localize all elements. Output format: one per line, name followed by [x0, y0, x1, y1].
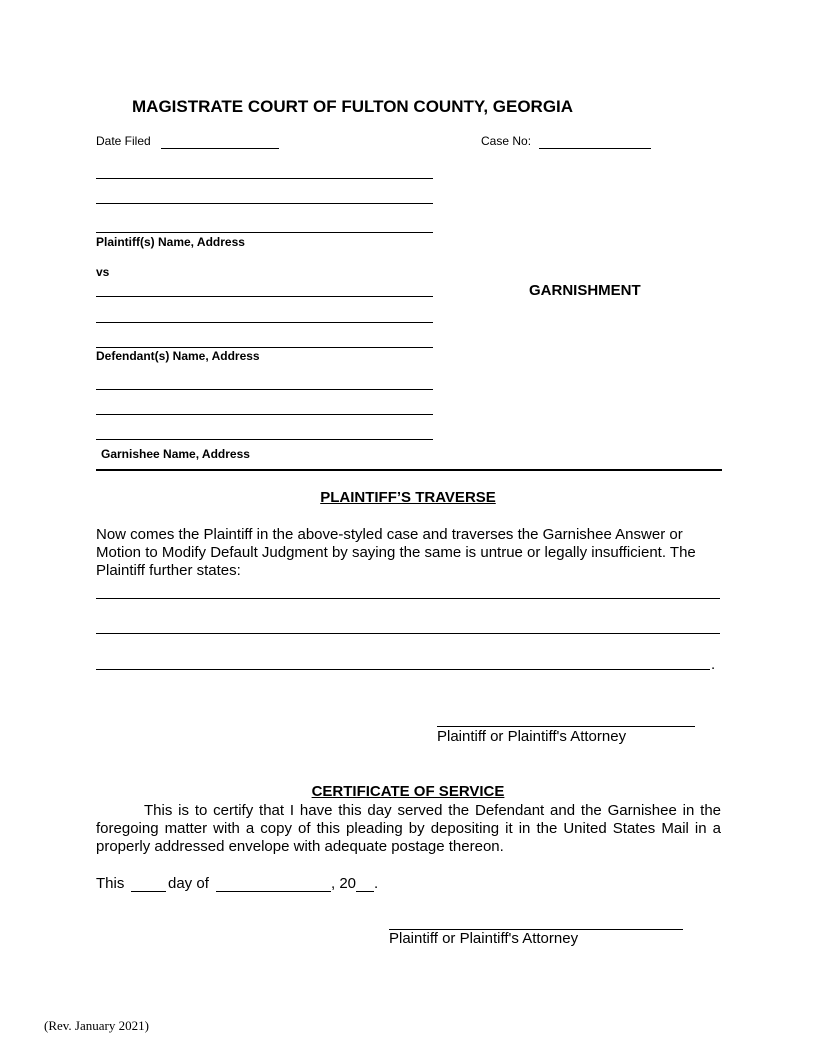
defendant-line-3[interactable] [96, 347, 433, 348]
date-line-end: . [374, 875, 379, 892]
garnishee-line-1[interactable] [96, 389, 433, 390]
defendant-line-1[interactable] [96, 296, 433, 297]
plaintiff-label: Plaintiff(s) Name, Address [96, 235, 245, 249]
traverse-statement-line-2[interactable] [96, 633, 720, 634]
caption-divider [96, 469, 722, 471]
traverse-statement-line-3[interactable] [96, 669, 710, 670]
garnishee-line-3[interactable] [96, 439, 433, 440]
date-line-this: This [96, 875, 125, 892]
traverse-statement-line-1[interactable] [96, 598, 720, 599]
certificate-body: This is to certify that I have this day served the Defendant and the Garnishee in the foregoing matter with a copy of this pleading by depositing it in the United States Mail in a properly addressed envelope with adequate postage thereon. [96, 802, 721, 855]
date-line-day-of: day of [168, 875, 209, 892]
defendant-line-2[interactable] [96, 322, 433, 323]
traverse-heading: PLAINTIFF’S TRAVERSE [320, 489, 496, 506]
year-field[interactable] [356, 891, 374, 892]
certificate-signature-label: Plaintiff or Plaintiff's Attorney [389, 930, 579, 947]
month-field[interactable] [216, 891, 331, 892]
court-title: MAGISTRATE COURT OF FULTON COUNTY, GEORGIA [132, 97, 574, 116]
traverse-signature-line[interactable] [437, 726, 695, 727]
plaintiff-line-1[interactable] [96, 178, 433, 179]
date-line-year: , 20 [331, 875, 357, 892]
traverse-signature-label: Plaintiff or Plaintiff's Attorney [437, 728, 627, 745]
date-filed-label: Date Filed [96, 134, 151, 148]
certificate-heading: CERTIFICATE OF SERVICE [311, 783, 505, 800]
traverse-body: Now comes the Plaintiff in the above-styled case and traverses the Garnishee Answer or Motion to Modify Default Judgment by saying the same is untrue or legally insufficient. The Plaintiff further states: [96, 526, 696, 579]
case-no-label: Case No: [481, 134, 532, 148]
vs-label: vs [96, 265, 110, 279]
revision-note: (Rev. January 2021) [44, 1018, 149, 1033]
traverse-end-mark: . [711, 656, 716, 673]
plaintiff-line-2[interactable] [96, 203, 433, 204]
garnishee-line-2[interactable] [96, 414, 433, 415]
defendant-label: Defendant(s) Name, Address [96, 349, 260, 363]
day-field[interactable] [131, 891, 166, 892]
garnishee-label: Garnishee Name, Address [101, 447, 250, 461]
date-filed-field[interactable] [161, 148, 279, 149]
case-no-field[interactable] [539, 148, 651, 149]
plaintiff-line-3[interactable] [96, 232, 433, 233]
document-type: GARNISHMENT [529, 282, 641, 299]
